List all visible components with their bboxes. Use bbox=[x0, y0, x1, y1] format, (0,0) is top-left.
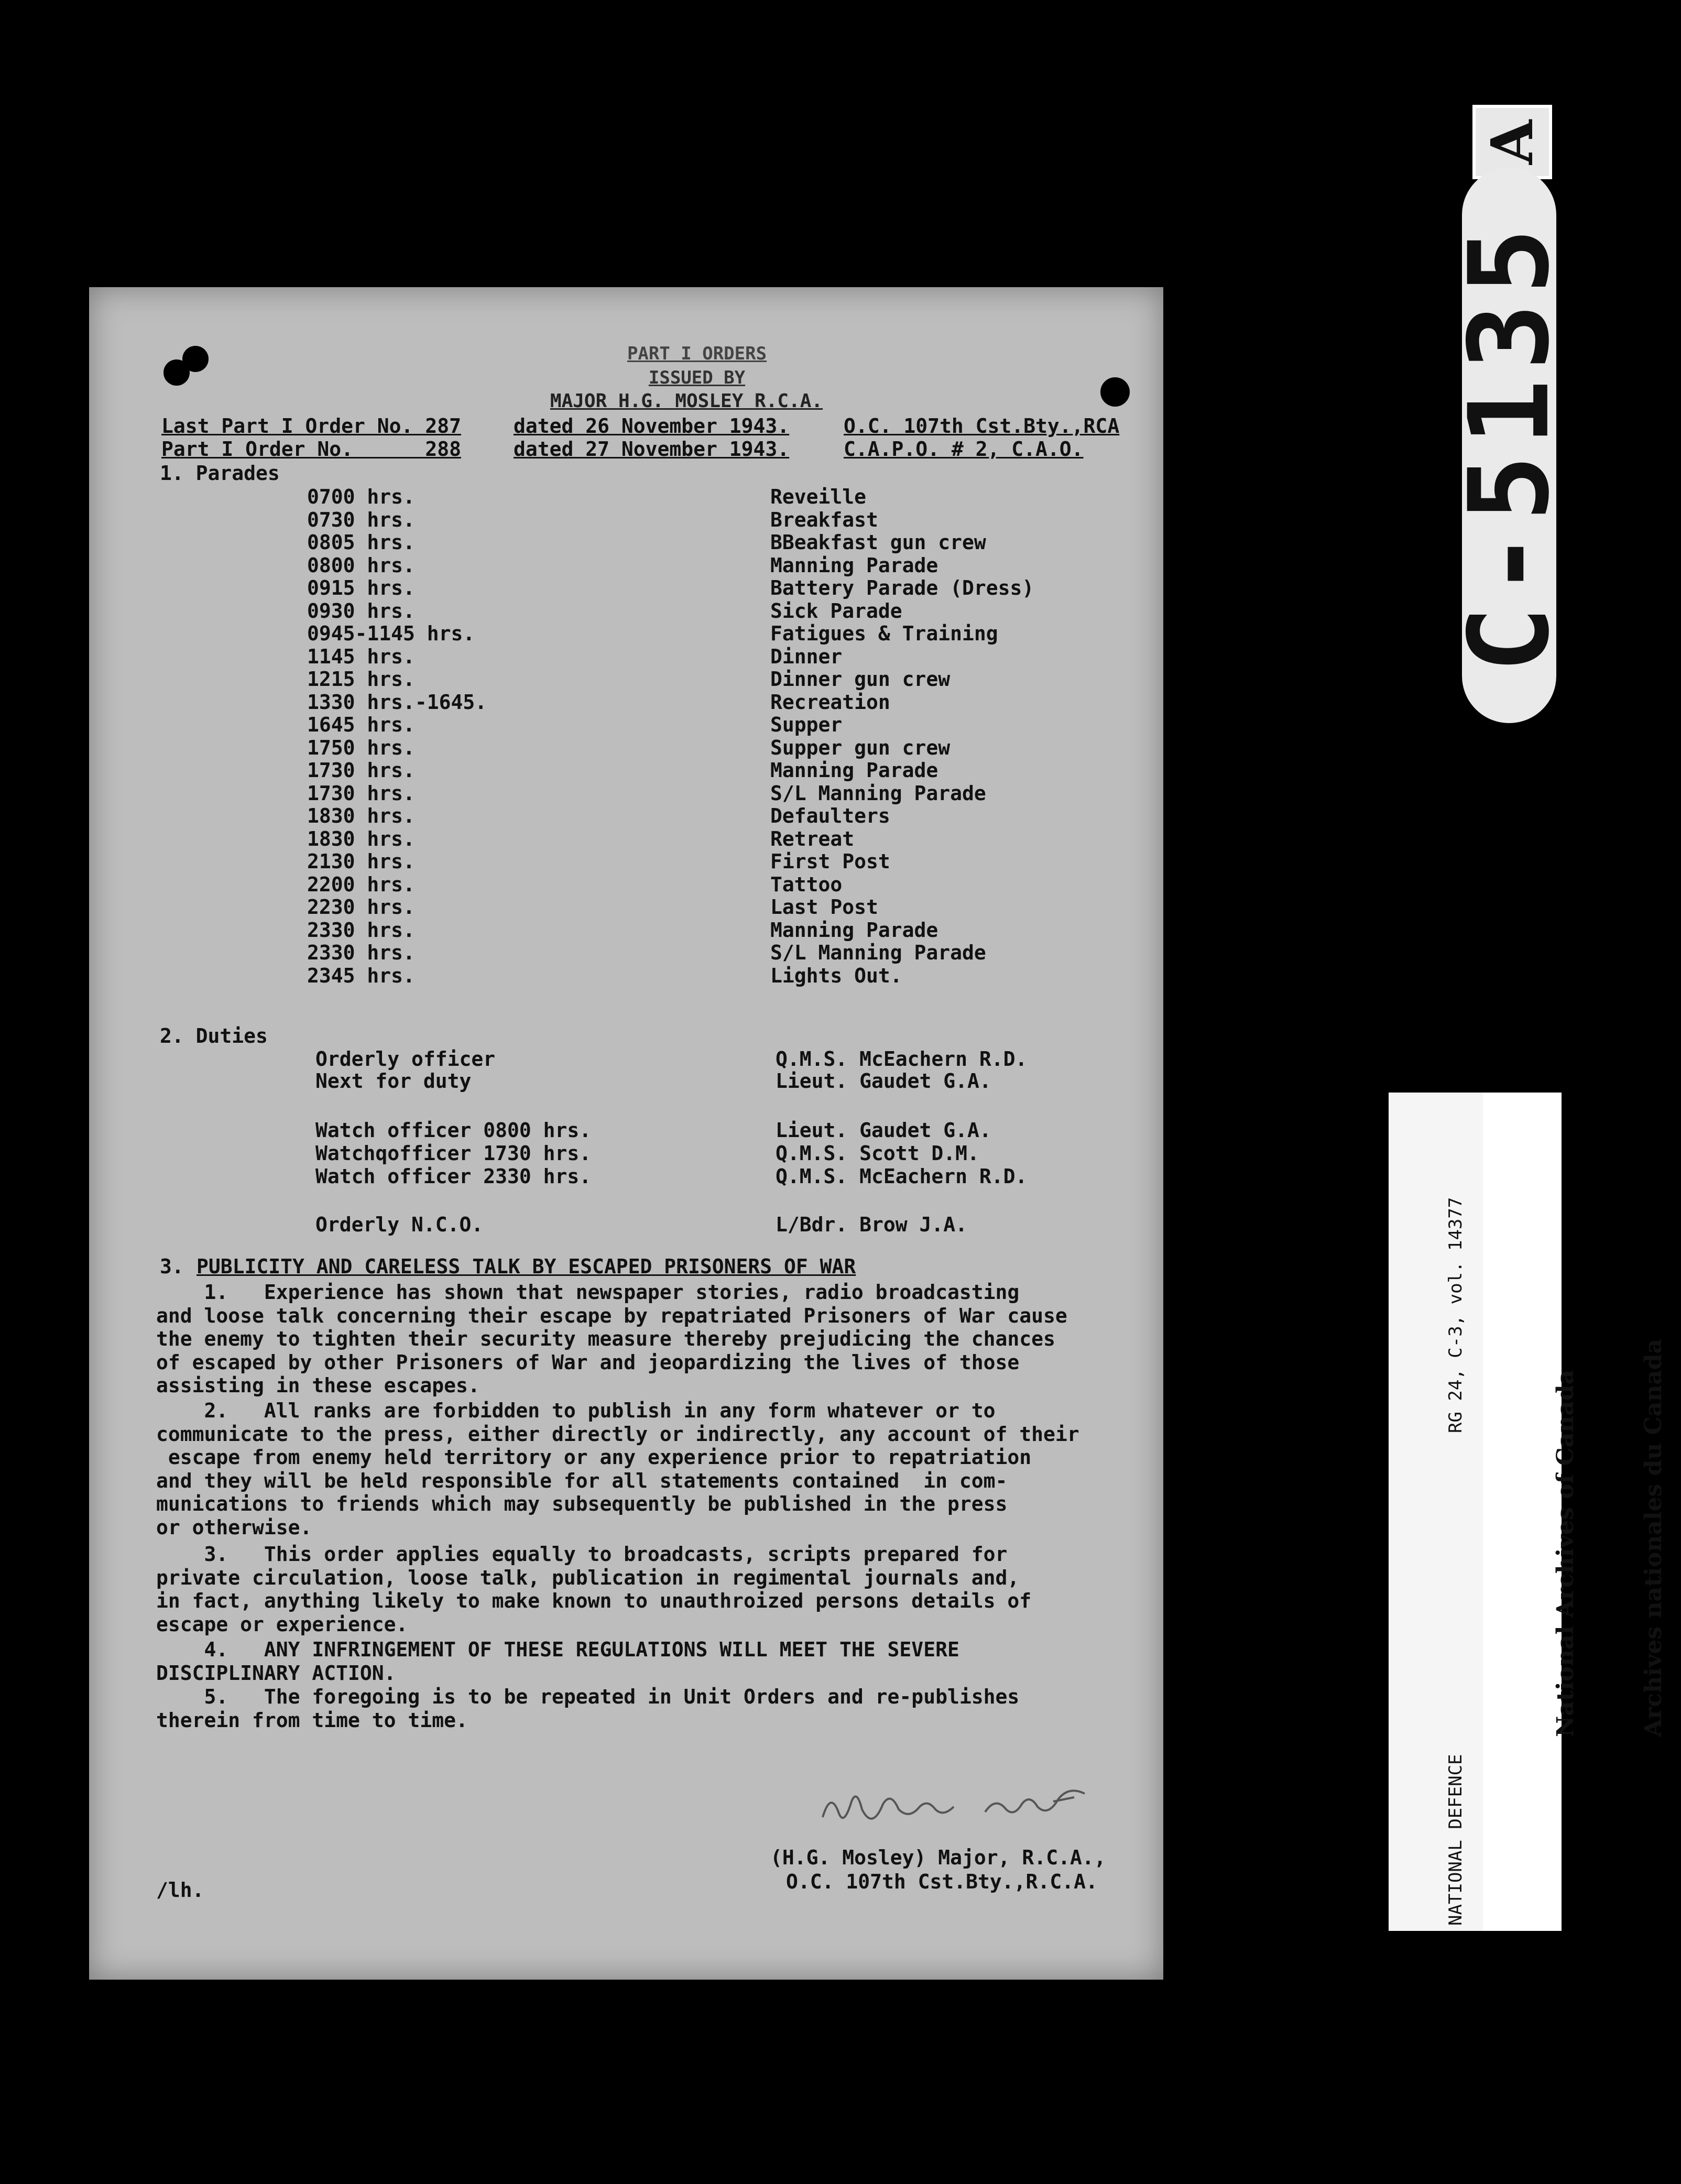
parade-time: 2330 hrs. bbox=[307, 918, 415, 942]
duties-heading: 2. Duties bbox=[160, 1024, 268, 1047]
parade-time: 0700 hrs. bbox=[307, 485, 415, 508]
issuing-officer: MAJOR H.G. MOSLEY R.C.A. bbox=[550, 390, 823, 412]
order-title: PART I ORDERS bbox=[627, 343, 767, 364]
parade-event: Sick Parade bbox=[770, 599, 902, 623]
parade-event: Reveille bbox=[770, 485, 867, 508]
parade-row bbox=[89, 622, 1163, 645]
parade-event: S/L Manning Parade bbox=[770, 781, 986, 805]
section-number: 3. bbox=[160, 1255, 184, 1278]
parade-row bbox=[89, 645, 1163, 668]
parade-row bbox=[89, 736, 1163, 759]
parade-row bbox=[89, 531, 1163, 554]
publicity-heading: PUBLICITY AND CARELESS TALK BY ESCAPED PRISONERS OF WAR bbox=[197, 1255, 856, 1278]
signature-name: (H.G. Mosley) Major, R.C.A., bbox=[770, 1846, 1106, 1869]
parade-time: 1215 hrs. bbox=[307, 668, 415, 691]
cap-line: C.A.P.O. # 2, C.A.O. bbox=[844, 438, 1084, 461]
issued-by: ISSUED BY bbox=[648, 367, 746, 388]
parade-event: S/L Manning Parade bbox=[770, 941, 986, 964]
parade-row bbox=[89, 964, 1163, 987]
parade-event: Supper gun crew bbox=[770, 736, 951, 759]
parade-time: 0805 hrs. bbox=[307, 531, 415, 554]
parade-event: Defaulters bbox=[770, 804, 890, 827]
parade-row bbox=[89, 599, 1163, 623]
microfilm-reel-number: C-5135 bbox=[1462, 168, 1556, 723]
duty-name: Q.M.S. McEachern R.D. bbox=[776, 1165, 1028, 1188]
parade-event: Recreation bbox=[770, 690, 890, 714]
parade-event: Manning Parade bbox=[770, 759, 938, 782]
parade-row bbox=[89, 941, 1163, 964]
parade-row bbox=[89, 554, 1163, 577]
parade-row bbox=[89, 508, 1163, 531]
last-order-date: dated 26 November 1943. bbox=[514, 414, 790, 438]
parades-schedule bbox=[89, 485, 1163, 1009]
duty-role: Watch officer 2330 hrs. bbox=[315, 1165, 592, 1188]
parade-time: 1330 hrs.-1645. bbox=[307, 690, 487, 714]
signature-unit: O.C. 107th Cst.Bty.,R.C.A. bbox=[786, 1870, 1098, 1893]
parades-heading: 1. Parades bbox=[160, 462, 280, 485]
archive-institution bbox=[1483, 1093, 1667, 1931]
parade-time: 0915 hrs. bbox=[307, 576, 415, 599]
punch-hole bbox=[1100, 377, 1130, 407]
archive-reference: RG 24, C-3, vol. 14377 bbox=[1445, 1197, 1466, 1433]
duty-name: Lieut. Gaudet G.A. bbox=[776, 1119, 991, 1142]
parade-time: 0945-1145 hrs. bbox=[307, 622, 475, 645]
parade-event: Lights Out. bbox=[770, 964, 902, 987]
duty-role: Watch officer 0800 hrs. bbox=[315, 1119, 592, 1142]
parade-time: 0930 hrs. bbox=[307, 599, 415, 623]
publicity-paragraph-3: 3. This order applies equally to broadcasts, scripts prepared for private circulation, loose talk, publication in regimental journals and, in fact, anything likely to make known to unauthroized persons details of escape or experience. bbox=[156, 1543, 1032, 1636]
institution-en: National Archives of Canada bbox=[1552, 1369, 1579, 1737]
parade-time: 2345 hrs. bbox=[307, 964, 415, 987]
typist-initials: /lh. bbox=[156, 1879, 204, 1902]
unit-line: O.C. 107th Cst.Bty.,RCA bbox=[844, 414, 1120, 438]
parade-event: Battery Parade (Dress) bbox=[770, 576, 1034, 599]
duty-role: Watchqofficer 1730 hrs. bbox=[315, 1142, 592, 1165]
parade-row bbox=[89, 713, 1163, 736]
archive-dept-en: NATIONAL DEFENCE bbox=[1445, 1754, 1466, 1926]
parade-event: Breakfast bbox=[770, 508, 878, 531]
parade-event: Tattoo bbox=[770, 872, 843, 896]
order-document bbox=[89, 287, 1163, 1980]
duty-role: Next for duty bbox=[315, 1069, 472, 1093]
parade-event: Dinner gun crew bbox=[770, 668, 951, 691]
parade-event: Supper bbox=[770, 713, 843, 736]
archive-letter-stamp: A bbox=[1472, 105, 1552, 179]
parade-event: First Post bbox=[770, 850, 890, 873]
punch-hole bbox=[182, 346, 209, 372]
handwritten-signature bbox=[812, 1781, 1106, 1843]
duty-role: Orderly N.C.O. bbox=[315, 1213, 484, 1236]
parade-event: BBeakfast gun crew bbox=[770, 531, 986, 554]
order-date: dated 27 November 1943. bbox=[514, 438, 790, 461]
publicity-paragraph-1: 1. Experience has shown that newspaper stories, radio broadcasting and loose talk concerning their escape by repatriated Prisoners of War cause the enemy to tighten their security measure thereby prejudicing the chances of escaped by other Prisoners of War and jeopardizing the lives of those assisting in these escapes. bbox=[156, 1281, 1067, 1397]
parade-time: 1730 hrs. bbox=[307, 759, 415, 782]
parade-row bbox=[89, 873, 1163, 896]
publicity-paragraph-2: 2. All ranks are forbidden to publish in any form whatever or to communicate to the press, either directly or indirectly, any account of their escape from enemy held territory or any experience prior to repatriation and they will be held responsible for all statements contained in com- munications to friends which may subsequently be published in the press or otherwise. bbox=[156, 1399, 1079, 1539]
parade-row bbox=[89, 691, 1163, 714]
publicity-paragraph-5: 5. The foregoing is to be repeated in Unit Orders and re-publishes therein from time to time. bbox=[156, 1685, 1020, 1732]
parade-time: 1730 hrs. bbox=[307, 781, 415, 805]
parade-time: 1830 hrs. bbox=[307, 827, 415, 850]
parade-event: Last Post bbox=[770, 896, 878, 919]
duty-name: Q.M.S. Scott D.M. bbox=[776, 1142, 979, 1165]
duty-name: Q.M.S. McEachern R.D. bbox=[776, 1047, 1028, 1071]
last-order-label: Last Part I Order No. 287 bbox=[161, 414, 461, 438]
parade-event: Fatigues & Training bbox=[770, 622, 998, 645]
duty-role: Orderly officer bbox=[315, 1047, 496, 1071]
parade-row bbox=[89, 759, 1163, 782]
parade-time: 2200 hrs. bbox=[307, 872, 415, 896]
parade-row bbox=[89, 896, 1163, 919]
parade-event: Retreat bbox=[770, 827, 855, 850]
parade-time: 1830 hrs. bbox=[307, 804, 415, 827]
parade-row bbox=[89, 485, 1163, 508]
duty-name: Lieut. Gaudet G.A. bbox=[776, 1069, 991, 1093]
parade-time: 1145 hrs. bbox=[307, 645, 415, 668]
parade-time: 1750 hrs. bbox=[307, 736, 415, 759]
parade-time: 2230 hrs. bbox=[307, 896, 415, 919]
order-number: Part I Order No. 288 bbox=[161, 438, 461, 461]
parade-event: Dinner bbox=[770, 645, 843, 668]
parade-time: 0730 hrs. bbox=[307, 508, 415, 531]
parade-row bbox=[89, 804, 1163, 827]
parade-row bbox=[89, 919, 1163, 942]
parade-time: 2130 hrs. bbox=[307, 850, 415, 873]
parade-row bbox=[89, 827, 1163, 850]
parade-time: 0800 hrs. bbox=[307, 553, 415, 577]
duty-name: L/Bdr. Brow J.A. bbox=[776, 1213, 968, 1236]
parade-row bbox=[89, 668, 1163, 691]
parade-row bbox=[89, 576, 1163, 599]
parade-event: Manning Parade bbox=[770, 553, 938, 577]
parade-row bbox=[89, 850, 1163, 873]
parade-time: 1645 hrs. bbox=[307, 713, 415, 736]
parade-event: Manning Parade bbox=[770, 918, 938, 942]
parade-time: 2330 hrs. bbox=[307, 941, 415, 964]
parade-row bbox=[89, 782, 1163, 805]
publicity-paragraph-4: 4. ANY INFRINGEMENT OF THESE REGULATIONS WILL MEET THE SEVERE DISCIPLINARY ACTION. bbox=[156, 1638, 959, 1685]
institution-fr: Archives nationales du Canada bbox=[1640, 1338, 1667, 1737]
